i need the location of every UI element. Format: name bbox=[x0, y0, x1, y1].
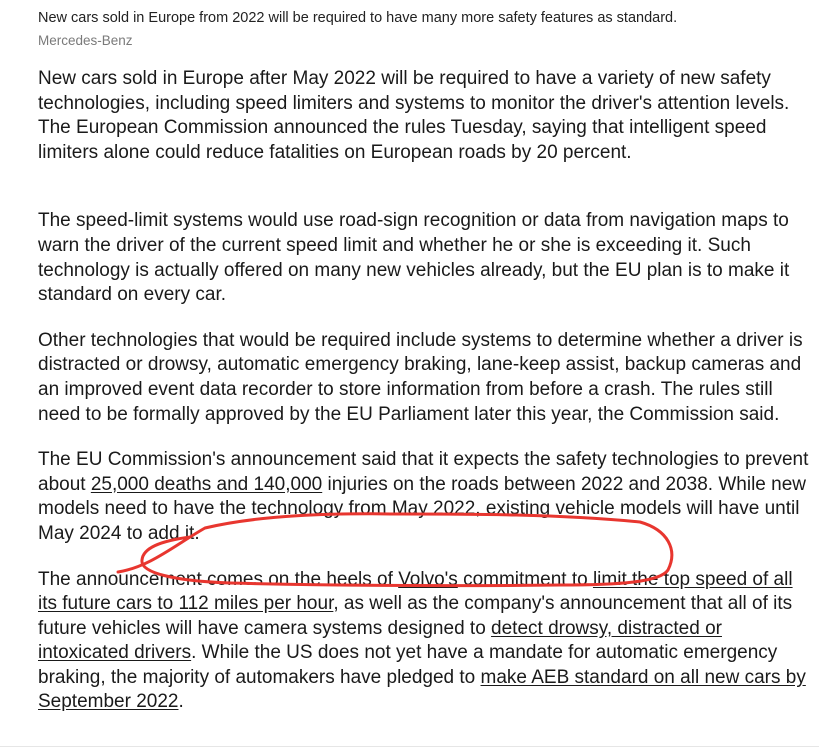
bottom-divider bbox=[0, 746, 819, 747]
link-volvo[interactable]: Volvo's bbox=[398, 568, 458, 590]
link-limit-top-speed[interactable]: limit the top speed of all its future cars to 112 miles per hour bbox=[38, 568, 793, 615]
paragraph-5-text-2: commitment to bbox=[457, 568, 593, 590]
paragraph-2: The speed-limit systems would use road-sign recognition or data from navigation maps to warn the driver of the current speed limit and whether he or she is exceeding it. Such technology is actually offered on many new vehicles already, but the EU plan is to make it standard on every car. bbox=[38, 210, 790, 306]
paragraph-5-text-5: . bbox=[178, 691, 184, 713]
link-detect-drowsy-drivers[interactable]: detect drowsy, distracted or intoxicated drivers bbox=[38, 617, 722, 664]
paragraph-5-text-4: . While the US does not yet have a mandate for automatic emergency braking, the majority of automakers have pledged to bbox=[38, 642, 778, 688]
link-aeb-standard[interactable]: make AEB standard on all new cars by September 2022 bbox=[38, 666, 806, 713]
photo-credit: Mercedes-Benz bbox=[38, 33, 133, 48]
image-caption: New cars sold in Europe from 2022 will be required to have many more safety features as standard. bbox=[38, 10, 678, 26]
underlined-figures: 25,000 deaths and 140,000 bbox=[90, 473, 323, 495]
paragraph-5-text-3: , as well as the company's announcement that all of its future vehicles will have camera systems designed to bbox=[38, 593, 793, 639]
paragraph-4-text-end: injuries on the roads between 2022 and 2038. While new models need to have the technology from May 2022, existing vehicle models will have until May 2024 to add it. bbox=[38, 473, 806, 544]
paragraph-5-text-1: The announcement comes on the heels of bbox=[38, 568, 399, 590]
paragraph-3: Other technologies that would be required include systems to determine whether a driver is distracted or drowsy, automatic emergency braking, lane-keep assist, backup cameras and an improved event data recorder to store information from before a crash. The rules still need to be formally approved by the EU Parliament later this year, the Commission said. bbox=[38, 329, 803, 425]
article-body bbox=[38, 67, 810, 715]
paragraph-1: New cars sold in Europe after May 2022 will be required to have a variety of new safety technologies, including speed limiters and systems to monitor the driver's attention levels. The European Commission announced the rules Tuesday, saying that intelligent speed limiters alone could reduce fatalities on European roads by 20 percent. bbox=[38, 68, 790, 163]
paragraph-5 bbox=[38, 568, 810, 716]
paragraph-4-text-start: The EU Commission's announcement said that it expects the safety technologies to prevent about bbox=[38, 449, 809, 495]
paragraph-4 bbox=[38, 448, 810, 546]
